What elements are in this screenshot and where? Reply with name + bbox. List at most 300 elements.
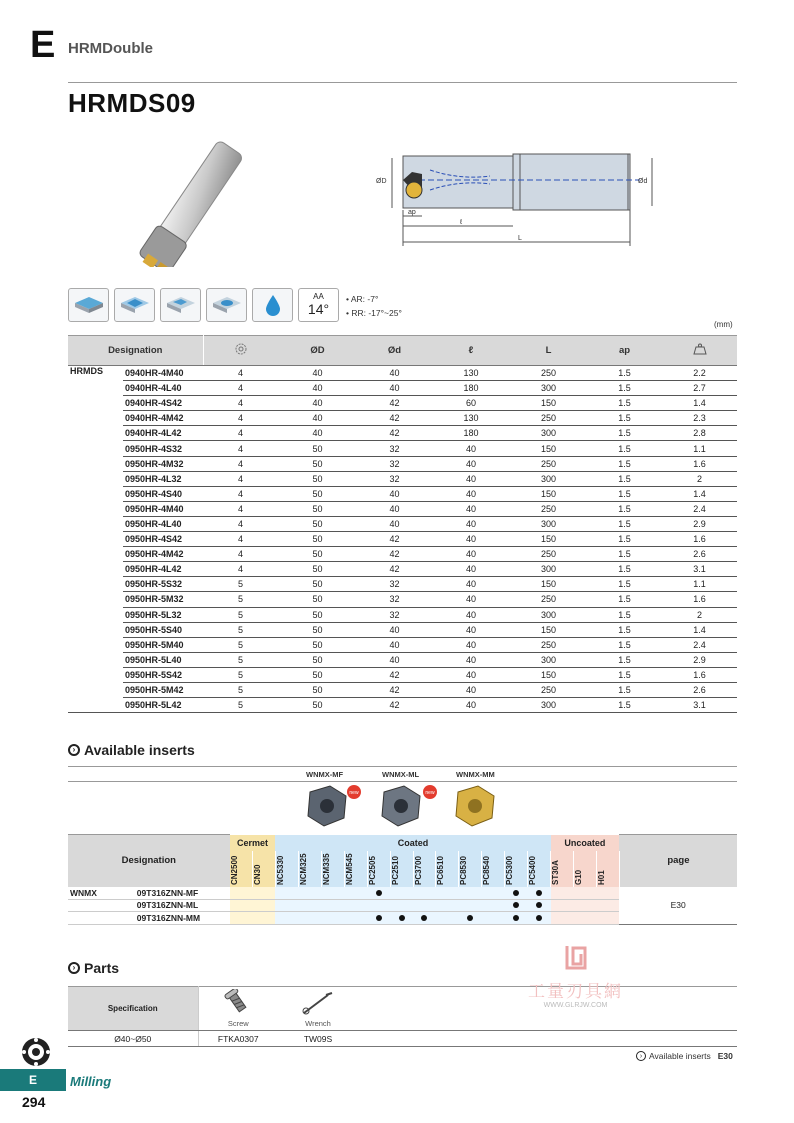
teeth-cell: 5 xyxy=(203,682,278,697)
grade-cell xyxy=(390,899,413,912)
weight-cell: 3.1 xyxy=(662,698,737,713)
od-cell: 40 xyxy=(278,396,357,411)
grade-column-header xyxy=(321,851,344,887)
grade-cell xyxy=(298,887,321,900)
insert-code: 09T316ZNN-MF xyxy=(135,887,230,900)
od-label: ØD xyxy=(376,178,387,185)
grade-name: NCM335 xyxy=(321,852,331,885)
table-row xyxy=(68,607,737,622)
od-cell: 50 xyxy=(278,637,357,652)
group-spacer xyxy=(68,471,123,486)
application-icon-slot xyxy=(114,288,155,322)
header-od: ØD xyxy=(278,336,357,366)
grade-cell xyxy=(596,912,619,925)
table-row xyxy=(68,381,737,396)
teeth-cell: 4 xyxy=(203,532,278,547)
grade-name: ST30A xyxy=(551,859,561,885)
insert-group-spacer xyxy=(68,899,135,912)
L-cell: 150 xyxy=(510,667,587,682)
availability-dot xyxy=(467,915,473,921)
od-cell: 50 xyxy=(278,698,357,713)
designation-cell: 0950HR-4M32 xyxy=(123,456,203,471)
grade-cell xyxy=(459,912,482,925)
group-spacer xyxy=(68,622,123,637)
weight-cell: 1.4 xyxy=(662,396,737,411)
teeth-cell: 4 xyxy=(203,426,278,441)
d-cell: 40 xyxy=(357,501,432,516)
grade-name: PC8540 xyxy=(482,855,492,885)
grade-cell xyxy=(482,899,505,912)
od-cell: 40 xyxy=(278,381,357,396)
grade-name: PC3700 xyxy=(413,855,423,885)
watermark-logo-icon xyxy=(561,944,591,972)
weight-cell: 1.6 xyxy=(662,532,737,547)
d-cell: 42 xyxy=(357,396,432,411)
od-cell: 40 xyxy=(278,366,357,381)
grade-name: PC2510 xyxy=(390,855,400,885)
insert-image-ml xyxy=(382,785,437,826)
grade-name: H01 xyxy=(596,869,606,885)
page-title: HRMDS09 xyxy=(68,88,196,118)
tool-spec-table xyxy=(68,335,737,713)
insert-row xyxy=(68,887,737,900)
od-cell: 50 xyxy=(278,607,357,622)
grade-cell xyxy=(573,912,596,925)
watermark xyxy=(528,944,623,1009)
teeth-cell: 4 xyxy=(203,411,278,426)
header-l: ℓ xyxy=(432,336,510,366)
table-row xyxy=(68,562,737,577)
grade-column-header xyxy=(551,851,574,887)
group-spacer xyxy=(68,562,123,577)
l-cell: 130 xyxy=(432,366,510,381)
weight-cell: 1.6 xyxy=(662,592,737,607)
designation-cell: 0950HR-5S32 xyxy=(123,577,203,592)
grade-cell xyxy=(321,912,344,925)
group-spacer xyxy=(68,411,123,426)
screw-icon xyxy=(223,989,253,1017)
new-badge-ml: new xyxy=(425,790,435,796)
watermark-url: WWW.GLRJW.COM xyxy=(543,1002,608,1009)
weight-cell: 1.1 xyxy=(662,577,737,592)
grade-cell xyxy=(482,887,505,900)
designation-cell: 0950HR-4M40 xyxy=(123,501,203,516)
L-cell: 250 xyxy=(510,637,587,652)
grade-column-header xyxy=(505,851,528,887)
grade-cell xyxy=(505,887,528,900)
table-row xyxy=(68,682,737,697)
table-row xyxy=(68,366,737,381)
grade-cell xyxy=(528,899,551,912)
group-spacer xyxy=(68,592,123,607)
designation-cell: 0940HR-4M42 xyxy=(123,411,203,426)
grade-column-header xyxy=(390,851,413,887)
od-cell: 50 xyxy=(278,532,357,547)
weight-icon xyxy=(693,343,707,355)
table-row xyxy=(68,622,737,637)
grade-cell xyxy=(253,887,276,900)
insert-images xyxy=(300,784,500,830)
weight-cell: 2.9 xyxy=(662,516,737,531)
grade-cell xyxy=(573,899,596,912)
parts-title: Parts xyxy=(84,960,120,976)
grade-cell xyxy=(413,912,436,925)
L-cell: 300 xyxy=(510,652,587,667)
insert-image-mm xyxy=(456,786,494,826)
designation-cell: 0950HR-4L40 xyxy=(123,516,203,531)
designation-cell: 0950HR-5M40 xyxy=(123,637,203,652)
L-cell: 150 xyxy=(510,396,587,411)
teeth-cell: 4 xyxy=(203,381,278,396)
group-spacer xyxy=(68,486,123,501)
grade-cell xyxy=(390,912,413,925)
grade-group-coated: Coated xyxy=(275,835,550,851)
L-cell: 300 xyxy=(510,607,587,622)
l-cell: 40 xyxy=(432,441,510,456)
d-cell: 40 xyxy=(357,622,432,637)
ap-cell: 1.5 xyxy=(587,547,662,562)
od-cell: 50 xyxy=(278,592,357,607)
designation-cell: 0950HR-4S42 xyxy=(123,532,203,547)
table-row xyxy=(68,547,737,562)
od-cell: 40 xyxy=(278,426,357,441)
ins-header-designation: Designation xyxy=(68,835,230,887)
grade-cell xyxy=(344,899,367,912)
L-cell: 300 xyxy=(510,516,587,531)
table-row xyxy=(68,592,737,607)
wrench-label: Wrench xyxy=(305,1019,331,1028)
grade-column-header xyxy=(573,851,596,887)
availability-dot xyxy=(536,890,542,896)
teeth-cell: 5 xyxy=(203,592,278,607)
group-spacer xyxy=(68,516,123,531)
footer-reference[interactable] xyxy=(636,1051,733,1061)
L-cell: 150 xyxy=(510,622,587,637)
grade-cell xyxy=(482,912,505,925)
ap-cell: 1.5 xyxy=(587,516,662,531)
insert-grade-table xyxy=(68,834,737,925)
grade-cell xyxy=(596,887,619,900)
teeth-count-icon xyxy=(235,343,247,355)
designation-cell: 0940HR-4L40 xyxy=(123,381,203,396)
group-label: HRMDS xyxy=(70,366,103,376)
parts-header-screw xyxy=(198,987,278,1031)
weight-cell: 2.8 xyxy=(662,426,737,441)
l-cell: 180 xyxy=(432,426,510,441)
weight-cell: 2.7 xyxy=(662,381,737,396)
weight-cell: 2.2 xyxy=(662,366,737,381)
designation-cell: 0940HR-4L42 xyxy=(123,426,203,441)
insert-label-ml: WNMX-ML xyxy=(382,770,420,779)
grade-cell xyxy=(253,899,276,912)
insert-image-mf xyxy=(308,785,361,826)
od-cell: 50 xyxy=(278,456,357,471)
group-spacer xyxy=(68,501,123,516)
l-cell: 60 xyxy=(432,396,510,411)
teeth-cell: 4 xyxy=(203,366,278,381)
od-cell: 50 xyxy=(278,471,357,486)
parts-heading xyxy=(68,960,119,976)
grade-name: NC5330 xyxy=(275,855,285,885)
d-cell: 32 xyxy=(357,592,432,607)
od-cell: 50 xyxy=(278,516,357,531)
ap-cell: 1.5 xyxy=(587,622,662,637)
ap-cell: 1.5 xyxy=(587,577,662,592)
grade-cell xyxy=(275,899,298,912)
grade-column-header xyxy=(253,851,276,887)
weight-cell: 2.9 xyxy=(662,652,737,667)
l-cell: 40 xyxy=(432,516,510,531)
weight-cell: 1.4 xyxy=(662,486,737,501)
l-cell: 40 xyxy=(432,652,510,667)
grade-column-header xyxy=(298,851,321,887)
grade-cell xyxy=(436,899,459,912)
grade-column-header xyxy=(436,851,459,887)
grade-cell xyxy=(505,912,528,925)
teeth-cell: 5 xyxy=(203,577,278,592)
teeth-cell: 5 xyxy=(203,667,278,682)
availability-dot xyxy=(376,890,382,896)
weight-cell: 2.6 xyxy=(662,547,737,562)
group-spacer xyxy=(68,652,123,667)
d-cell: 42 xyxy=(357,698,432,713)
d-cell: 40 xyxy=(357,486,432,501)
table-row xyxy=(68,456,737,471)
ap-cell: 1.5 xyxy=(587,562,662,577)
teeth-cell: 5 xyxy=(203,637,278,652)
l-cell: 40 xyxy=(432,486,510,501)
L-cell: 250 xyxy=(510,682,587,697)
ap-cell: 1.5 xyxy=(587,441,662,456)
d-cell: 40 xyxy=(357,516,432,531)
parts-screw-value: FTKA0307 xyxy=(198,1031,278,1047)
grade-column-header xyxy=(528,851,551,887)
grade-cell xyxy=(436,912,459,925)
coolant-drop-icon xyxy=(252,288,293,322)
technical-drawing xyxy=(370,150,660,250)
weight-cell: 2.3 xyxy=(662,411,737,426)
l-cell: 40 xyxy=(432,682,510,697)
ap-cell: 1.5 xyxy=(587,698,662,713)
designation-cell: 0950HR-4L42 xyxy=(123,562,203,577)
ap-cell: 1.5 xyxy=(587,426,662,441)
insert-label-mf: WNMX-MF xyxy=(306,770,344,779)
weight-cell: 1.1 xyxy=(662,441,737,456)
grade-cell xyxy=(596,899,619,912)
grade-cell xyxy=(344,912,367,925)
insert-page-ref[interactable]: E30 xyxy=(619,887,737,925)
grade-group-cermet: Cermet xyxy=(230,835,276,851)
footer-category: Milling xyxy=(70,1074,112,1089)
available-inserts-heading xyxy=(68,742,195,758)
weight-cell: 1.6 xyxy=(662,456,737,471)
weight-cell: 2 xyxy=(662,471,737,486)
d-cell: 40 xyxy=(357,652,432,667)
group-spacer xyxy=(68,698,123,713)
group-spacer xyxy=(68,396,123,411)
group-spacer xyxy=(68,637,123,652)
unit-label: (mm) xyxy=(714,320,733,329)
table-row xyxy=(68,426,737,441)
aa-angle: 14° xyxy=(307,301,330,317)
grade-column-header xyxy=(367,851,390,887)
arrow-circle-icon: › xyxy=(636,1051,646,1061)
group-spacer xyxy=(68,577,123,592)
grade-cell xyxy=(230,899,253,912)
table-row xyxy=(68,637,737,652)
table-row xyxy=(68,516,737,531)
group-spacer xyxy=(68,532,123,547)
L-cell: 250 xyxy=(510,547,587,562)
header-L: L xyxy=(510,336,587,366)
screw-label: Screw xyxy=(227,1019,249,1028)
teeth-cell: 4 xyxy=(203,486,278,501)
header-d: Ød xyxy=(357,336,432,366)
grade-group-uncoated: Uncoated xyxy=(551,835,620,851)
grade-column-header xyxy=(459,851,482,887)
teeth-cell: 4 xyxy=(203,562,278,577)
grade-name: PC6510 xyxy=(436,855,446,885)
l-cell: 40 xyxy=(432,637,510,652)
application-icon-shoulder xyxy=(160,288,201,322)
header-rule xyxy=(68,82,737,83)
l-label: ℓ xyxy=(460,219,463,226)
table-row xyxy=(68,698,737,713)
weight-cell: 2.4 xyxy=(662,501,737,516)
d-cell: 42 xyxy=(357,426,432,441)
weight-cell: 1.4 xyxy=(662,622,737,637)
grade-cell xyxy=(551,912,574,925)
d-cell: 32 xyxy=(357,471,432,486)
L-cell: 300 xyxy=(510,562,587,577)
group-spacer xyxy=(68,456,123,471)
footer-ref-label: Available inserts xyxy=(649,1051,711,1061)
application-icon-pocket xyxy=(206,288,247,322)
od-cell: 50 xyxy=(278,652,357,667)
availability-dot xyxy=(399,915,405,921)
arrow-circle-icon: › xyxy=(68,744,80,756)
table-row xyxy=(68,471,737,486)
grade-cell xyxy=(551,887,574,900)
teeth-cell: 5 xyxy=(203,698,278,713)
designation-cell: 0950HR-5M32 xyxy=(123,592,203,607)
teeth-cell: 5 xyxy=(203,622,278,637)
d-cell: 40 xyxy=(357,381,432,396)
grade-column-header xyxy=(413,851,436,887)
section-letter: E xyxy=(30,24,56,66)
grade-cell xyxy=(528,912,551,925)
grade-cell xyxy=(298,899,321,912)
group-spacer xyxy=(68,547,123,562)
parts-spec-value: Ø40~Ø50 xyxy=(68,1031,198,1047)
ap-cell: 1.5 xyxy=(587,396,662,411)
ap-cell: 1.5 xyxy=(587,682,662,697)
grade-name: CN2500 xyxy=(229,855,239,885)
d-cell: 32 xyxy=(357,607,432,622)
designation-cell: 0950HR-5S42 xyxy=(123,667,203,682)
L-cell: 150 xyxy=(510,486,587,501)
availability-dot xyxy=(536,902,542,908)
d-cell: 32 xyxy=(357,456,432,471)
grade-name: G10 xyxy=(573,869,583,885)
ap-cell: 1.5 xyxy=(587,501,662,516)
od-cell: 40 xyxy=(278,411,357,426)
availability-dot xyxy=(513,915,519,921)
grade-column-header xyxy=(596,851,619,887)
ap-cell: 1.5 xyxy=(587,456,662,471)
L-label: L xyxy=(518,235,522,242)
grade-cell xyxy=(253,912,276,925)
ins-header-page: page xyxy=(619,835,737,887)
grade-cell xyxy=(459,899,482,912)
grade-cell xyxy=(551,899,574,912)
grade-cell xyxy=(413,887,436,900)
designation-cell: 0940HR-4S42 xyxy=(123,396,203,411)
grade-cell xyxy=(459,887,482,900)
L-cell: 250 xyxy=(510,411,587,426)
d-cell: 42 xyxy=(357,547,432,562)
designation-cell: 0950HR-5M42 xyxy=(123,682,203,697)
teeth-cell: 4 xyxy=(203,441,278,456)
grade-cell xyxy=(413,899,436,912)
d-cell: 40 xyxy=(357,637,432,652)
group-spacer xyxy=(68,607,123,622)
ap-cell: 1.5 xyxy=(587,366,662,381)
group-spacer xyxy=(68,667,123,682)
footer-ref-page: E30 xyxy=(717,1051,733,1061)
group-spacer xyxy=(68,441,123,456)
availability-dot xyxy=(536,915,542,921)
insert-group-spacer xyxy=(68,912,135,925)
l-cell: 40 xyxy=(432,456,510,471)
grade-cell xyxy=(390,887,413,900)
header-designation: Designation xyxy=(68,336,203,366)
grade-column-header xyxy=(230,851,253,887)
designation-cell: 0950HR-4M42 xyxy=(123,547,203,562)
od-cell: 50 xyxy=(278,667,357,682)
l-cell: 40 xyxy=(432,532,510,547)
approach-angle-box xyxy=(298,288,339,322)
d-cell: 42 xyxy=(357,667,432,682)
group-spacer xyxy=(68,381,123,396)
d-cell: 42 xyxy=(357,682,432,697)
od-cell: 50 xyxy=(278,547,357,562)
grade-column-header xyxy=(482,851,505,887)
ap-cell: 1.5 xyxy=(587,381,662,396)
l-cell: 40 xyxy=(432,698,510,713)
availability-dot xyxy=(421,915,427,921)
grade-name: PC8530 xyxy=(459,855,469,885)
L-cell: 250 xyxy=(510,501,587,516)
d-cell: 40 xyxy=(357,366,432,381)
od-cell: 50 xyxy=(278,562,357,577)
weight-cell: 2 xyxy=(662,607,737,622)
designation-cell: 0950HR-5L42 xyxy=(123,698,203,713)
ap-cell: 1.5 xyxy=(587,607,662,622)
L-cell: 300 xyxy=(510,698,587,713)
grade-cell xyxy=(230,912,253,925)
table-row xyxy=(68,577,737,592)
d-cell: 42 xyxy=(357,411,432,426)
ap-label: ap xyxy=(408,209,416,216)
ap-cell: 1.5 xyxy=(587,637,662,652)
L-cell: 150 xyxy=(510,441,587,456)
watermark-logo-text: 工量刃具網 xyxy=(528,982,623,1001)
L-cell: 250 xyxy=(510,592,587,607)
l-cell: 40 xyxy=(432,667,510,682)
l-cell: 40 xyxy=(432,547,510,562)
grade-column-header xyxy=(275,851,298,887)
